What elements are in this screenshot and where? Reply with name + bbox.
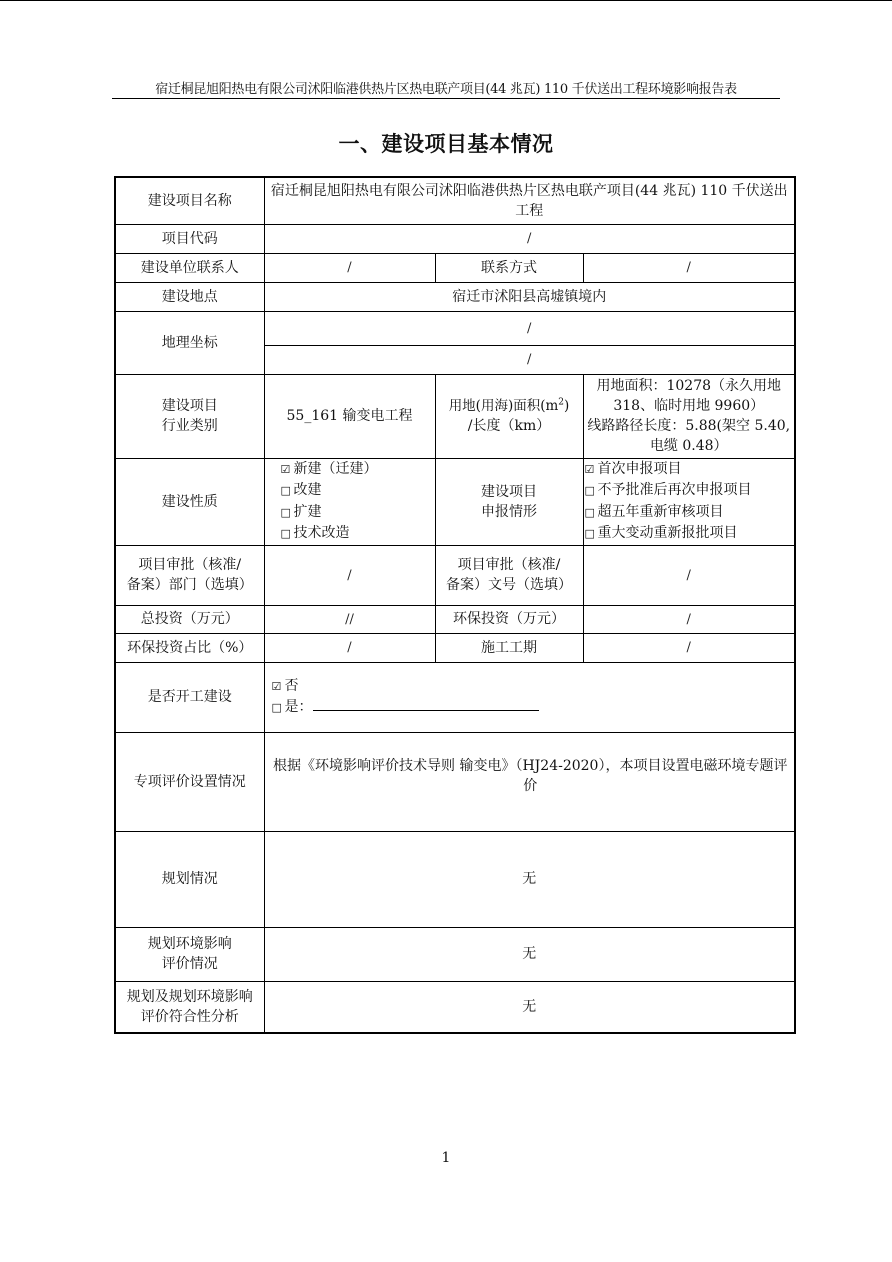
project-name-value: 宿迁桐昆旭阳热电有限公司沭阳临港供热片区热电联产项目(44 兆瓦) 110 千伏送出工程 [264,177,795,224]
nature-option-new[interactable]: ☑ 新建（迁建） [281,459,432,481]
nature-option-tech[interactable]: □ 技术改造 [281,523,432,545]
area-label: 用地(用海)面积$(m^2)$ /长度（km） [435,374,583,458]
contact-method-label: 联系方式 [435,253,583,282]
approval-dept-label: 项目审批（核准/ 备案）部门（选填） [115,545,264,605]
coordinates-label: 地理坐标 [115,311,264,374]
row-project-code [115,224,795,253]
project-name-label: 建设项目名称 [115,177,264,224]
checkbox-checked-icon: ☑ [584,462,595,476]
env-ratio-value: / [347,640,352,655]
nature-option-rebuild[interactable]: □ 改建 [281,480,432,502]
row-env-ratio [115,633,795,662]
planning-env-label: 规划环境影响 评价情况 [115,927,264,981]
started-option-yes[interactable]: □ 是： [272,697,792,719]
location-value: 宿迁市沭阳县高墟镇境内 [264,282,795,311]
page-number: 1 [441,1150,451,1166]
checkbox-checked-icon: ☑ [280,462,291,476]
nature-label: 建设性质 [115,458,264,545]
started-option-no[interactable]: ☑ 否 [272,676,792,698]
row-planning [115,831,795,927]
approval-doc-label: 项目审批（核准/ 备案）文号（选填） [435,545,583,605]
contact-value: / [347,260,352,275]
row-coordinates-1 [115,311,795,345]
industry-value: 55_161 输变电工程 [264,374,435,458]
declare-option-first[interactable]: ☑ 首次申报项目 [585,459,792,481]
coordinates-value-2: / [527,352,532,367]
row-planning-env [115,927,795,981]
construction-period-value: / [686,640,691,655]
started-options [264,662,795,732]
started-yes-blank [313,698,539,711]
header-rule [112,98,780,99]
env-ratio-label: 环保投资占比（%） [115,633,264,662]
special-eval-value: 根据《环境影响评价技术导则 输变电》（HJ24-2020），本项目设置电磁环境专题评价 [264,732,795,831]
page-top-border [0,0,892,1]
declare-label: 建设项目 申报情形 [435,458,583,545]
env-investment-value: / [686,611,691,627]
project-code-label: 项目代码 [115,224,264,253]
row-contact [115,253,795,282]
checkbox-icon: □ [584,527,595,540]
row-location [115,282,795,311]
total-investment-label: 总投资（万元） [115,605,264,633]
started-label: 是否开工建设 [115,662,264,732]
approval-dept-value: / [347,567,352,583]
checkbox-icon: □ [584,505,595,519]
planning-conform-value: 无 [264,981,795,1033]
project-info-table [114,176,796,1034]
checkbox-icon: □ [280,505,291,519]
planning-value: 无 [264,831,795,927]
industry-label: 建设项目 行业类别 [115,374,264,458]
planning-label: 规划情况 [115,831,264,927]
total-investment-value: // [345,611,354,627]
declare-option-major-change[interactable]: □ 重大变动重新报批项目 [585,523,792,545]
row-started [115,662,795,732]
declare-option-resubmit[interactable]: □ 不予批准后再次申报项目 [585,480,792,502]
contact-label: 建设单位联系人 [115,253,264,282]
row-nature [115,458,795,545]
document-header: 宿迁桐昆旭阳热电有限公司沭阳临港供热片区热电联产项目(44 兆瓦) 110 千伏送出工程环境影响报告表 [155,82,737,97]
approval-doc-value: / [686,567,691,583]
checkbox-icon: □ [584,484,595,497]
section-title: 一、建设项目基本情况 [338,132,554,156]
checkbox-icon: □ [280,527,291,540]
project-code-value: / [527,231,532,246]
special-eval-label: 专项评价设置情况 [115,732,264,831]
row-planning-conform [115,981,795,1033]
location-label: 建设地点 [115,282,264,311]
row-industry [115,374,795,458]
area-value: 用地面积：10278（永久用地 318、临时用地 9960） 线路路径长度：5.88(架空 5.40, 电缆 0.48） [583,374,795,458]
row-approval [115,545,795,605]
declare-option-five-years[interactable]: □ 超五年重新审核项目 [585,502,792,524]
nature-option-expand[interactable]: □ 扩建 [281,502,432,524]
checkbox-checked-icon: ☑ [271,679,282,693]
declare-options [583,458,795,545]
row-project-name [115,177,795,224]
planning-conform-label: 规划及规划环境影响 评价符合性分析 [115,981,264,1033]
nature-options [264,458,435,545]
checkbox-icon: □ [271,701,282,714]
coordinates-value-1: / [527,320,532,336]
row-investment [115,605,795,633]
construction-period-label: 施工工期 [435,633,583,662]
planning-env-value: 无 [264,927,795,981]
row-special-eval [115,732,795,831]
env-investment-label: 环保投资（万元） [435,605,583,633]
contact-method-value: / [686,260,691,275]
checkbox-icon: □ [280,484,291,497]
